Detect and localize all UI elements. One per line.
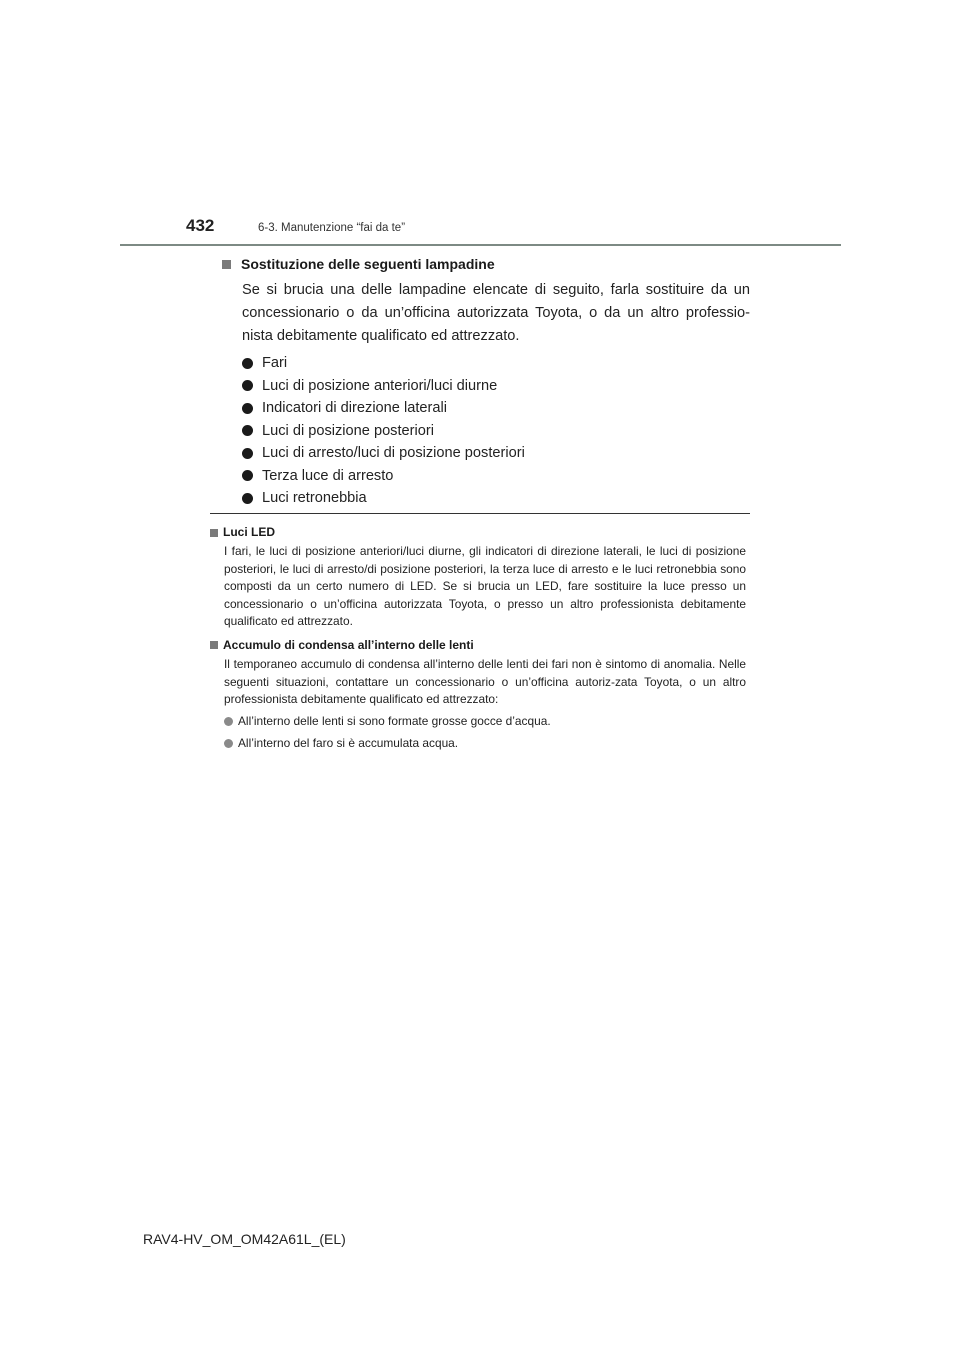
main-section: [222, 254, 750, 510]
bullet-dot-icon: [224, 717, 233, 726]
square-bullet-icon: [210, 641, 218, 649]
bullet-dot-icon: [224, 739, 233, 748]
list-item: Fari: [242, 352, 750, 375]
bullet-dot-icon: [242, 403, 253, 414]
note-title: Accumulo di condensa all’interno delle lenti: [210, 637, 746, 654]
note-text: Il temporaneo accumulo di condensa all’interno delle lenti dei fari non è sintomo di anomalia. Nelle seguenti situazioni, contattare un concessionario o un’officina autoriz-zata Toyota, o un altro professionista debitamente qualificato ed attrezzato:: [224, 656, 746, 707]
section-paragraph: Se si brucia una delle lampadine elencate di seguito, farla sostituire da un concessionario o da un’officina autorizzata Toyota, o da un altro professio-nista debitamente qualificato ed attrezzato.: [242, 282, 750, 344]
notes-divider: [210, 513, 750, 514]
note-text: I fari, le luci di posizione anteriori/luci diurne, gli indicatori di direzione laterali, le luci di posizione posteriori, le luci di arresto/di posizione posteriori, la terza luce di arresto e le luci retronebbia sono composti da un certo numero di LED. Se si brucia un LED, fare sostituire la luce presso un concessionario o un’officina autorizzata Toyota, o presso un altro professionista debitamente qualificato ed attrezzato.: [224, 544, 746, 629]
doc-code-footer: RAV4-HV_OM_OM42A61L_(EL): [143, 1231, 346, 1247]
note-title: Luci LED: [210, 524, 746, 541]
page-number: 432: [186, 216, 215, 235]
section-heading-text: Sostituzione delle seguenti lampadine: [241, 256, 495, 272]
list-item: Luci di posizione posteriori: [242, 420, 750, 443]
list-item: Luci di posizione anteriori/luci diurne: [242, 375, 750, 398]
list-item: All’interno del faro si è accumulata acqua.: [224, 735, 746, 752]
square-bullet-icon: [222, 260, 231, 269]
note-condensation: [210, 637, 746, 752]
list-item: All’interno delle lenti si sono formate grosse gocce d’acqua.: [224, 713, 746, 730]
bullet-dot-icon: [242, 448, 253, 459]
bulb-list: [242, 352, 750, 510]
note-bullet-list: [224, 713, 746, 752]
section-header: 6-3. Manutenzione “fai da te”: [258, 222, 406, 234]
header-rule: [120, 244, 841, 246]
list-item: Indicatori di direzione laterali: [242, 397, 750, 420]
list-item: Luci retronebbia: [242, 487, 750, 510]
square-bullet-icon: [210, 529, 218, 537]
list-item: Luci di arresto/luci di posizione posteriori: [242, 442, 750, 465]
bullet-dot-icon: [242, 358, 253, 369]
notes-section: [210, 524, 746, 757]
bullet-dot-icon: [242, 493, 253, 504]
bullet-dot-icon: [242, 425, 253, 436]
section-heading: [222, 254, 750, 274]
bullet-dot-icon: [242, 470, 253, 481]
bullet-dot-icon: [242, 380, 253, 391]
list-item: Terza luce di arresto: [242, 465, 750, 488]
note-led: [210, 524, 746, 631]
